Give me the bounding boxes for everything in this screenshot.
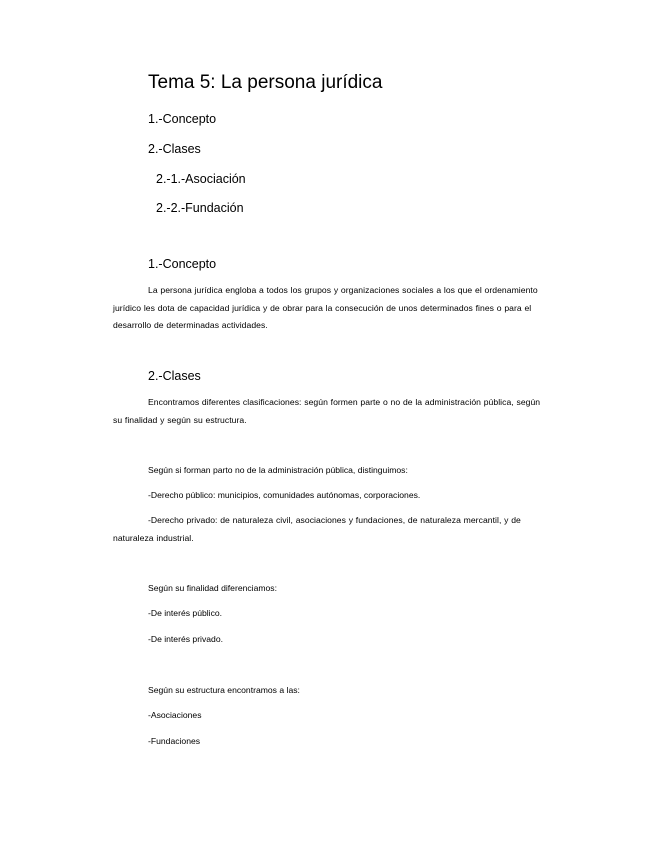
finalidad-item-privado: -De interés privado. <box>148 634 223 644</box>
derecho-publico-item: -Derecho público: municipios, comunidades autónomas, corporaciones. <box>148 490 421 500</box>
admin-lead-text: Según si forman parto no de la administración pública, distinguimos: <box>148 465 408 475</box>
finalidad-item-publico: -De interés público. <box>148 608 223 618</box>
toc-item-asociacion: 2.-1.-Asociación <box>156 172 246 186</box>
toc-item-concepto: 1.-Concepto <box>148 112 217 126</box>
section-heading-concepto: 1.-Concepto <box>148 257 217 271</box>
estructura-item-asociaciones: -Asociaciones <box>148 710 202 720</box>
section-heading-clases: 2.-Clases <box>148 369 201 383</box>
derecho-privado-item: -Derecho privado: de naturaleza civil, asociaciones y fundaciones, de naturaleza mercantil, y de naturaleza industrial. <box>113 515 521 543</box>
concepto-paragraph: La persona jurídica engloba a todos los grupos y organizaciones sociales a los que el ordenamiento jurídico les dota de capacidad jurídica y de obrar para la consecución de unos determinados fines o para el desarrollo de determinadas actividades. <box>113 285 538 330</box>
estructura-item-fundaciones: -Fundaciones <box>148 736 201 746</box>
finalidad-lead-text: Según su finalidad diferenciamos: <box>148 583 277 593</box>
document-title: Tema 5: La persona jurídica <box>148 72 383 93</box>
estructura-lead-text: Según su estructura encontramos a las: <box>148 685 300 695</box>
toc-item-fundacion: 2.-2.-Fundación <box>156 201 244 215</box>
toc-item-clases: 2.-Clases <box>148 142 201 156</box>
clases-intro-paragraph: Encontramos diferentes clasificaciones: según formen parte o no de la administración pública, según su finalidad y según su estructura. <box>113 397 541 425</box>
